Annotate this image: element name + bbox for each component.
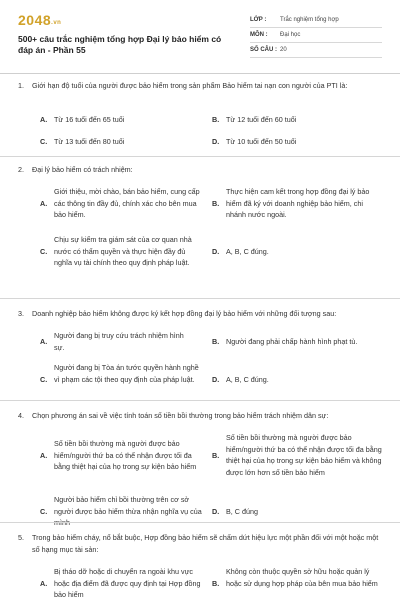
meta-label: LỚP : [250,17,267,23]
option-letter: B. [212,451,220,460]
option-letter: B. [212,337,220,346]
question-number: 4. [18,411,24,420]
option-5b[interactable] [212,566,382,600]
question-number: 3. [18,309,24,318]
option-text: Người đang phải chấp hành hình phạt tù. [226,337,358,346]
question-text: Doanh nghiệp bảo hiểm không được ký kết hợp đồng đại lý bảo hiểm với những đối tượng sau: [32,309,337,318]
question-divider [0,298,400,299]
option-letter: B. [212,199,220,208]
option-letter: D. [212,507,220,516]
option-letter: B. [212,579,220,588]
option-text: Không còn thuộc quyền sở hữu hoặc quản lý hoặc sử dụng hợp pháp của bên mua bảo hiểm [226,567,378,588]
question-text: Chọn phương án sai về việc tính toán số tiền bồi thường trong bảo hiểm trách nhiệm dân sự: [32,411,329,420]
option-text: A, B, C đúng. [226,375,269,384]
question-divider [0,522,400,523]
option-5a[interactable] [40,566,210,600]
option-text: A, B, C đúng. [226,247,269,256]
meta-value: Đại học [280,32,301,38]
option-text: Số tiền bồi thường mà người được bảo hiểm/người thứ ba có thể nhận được tối đa bằng thiệt hại của họ trong sự kiện bảo hiểm [54,439,197,471]
option-4b[interactable] [212,432,382,490]
question-number: 1. [18,81,24,90]
option-2c[interactable] [40,234,210,270]
option-text: Từ 13 tuổi đến 80 tuổi [54,137,125,146]
document-title: 500+ câu trắc nghiệm tổng hợp Đại lý bảo hiểm có đáp án - Phần 55 [18,34,222,55]
option-3b[interactable] [212,330,382,354]
option-letter: C. [40,137,48,146]
option-letter: A. [40,579,48,588]
option-letter: D. [212,247,220,256]
question-text: Giới hạn độ tuổi của người được bảo hiểm trong sản phẩm Bảo hiểm tai nạn con người của PTI là: [32,81,348,90]
meta-value: Trắc nghiệm tổng hợp [280,17,339,23]
option-text: Số tiền bồi thường mà người được bảo hiểm/người thứ ba có thể nhận được tối đa bằng thiệt hại của họ trong sự kiện bảo hiểm và không được lớn hơn số tiền bảo hiểm [226,433,382,477]
option-letter: A. [40,337,48,346]
question-divider [0,156,400,157]
meta-label: SỐ CÂU : [250,47,277,53]
question-text: Đại lý bảo hiểm có trách nhiệm: [32,165,133,174]
option-3d[interactable] [212,362,382,398]
option-text: Chịu sự kiểm tra giám sát của cơ quan nhà nước có thẩm quyền và thực hiện đầy đủ nghĩa vụ tài chính theo quy định pháp luật. [54,235,192,267]
meta-table [250,13,382,58]
option-2d[interactable] [212,234,382,270]
option-text: Người đang bị Tòa án tước quyền hành nghề vì phạm các tội theo quy định của pháp luật. [54,363,199,384]
option-text: Bị tháo dỡ hoặc di chuyển ra ngoài khu vực hoặc địa điểm đã được quy định tại Hợp đồng bảo hiểm [54,567,201,599]
question-number: 2. [18,165,24,174]
option-text: Người đang bị truy cứu trách nhiệm hình sự. [54,331,184,352]
option-4c[interactable] [40,494,210,530]
meta-row-count [250,43,382,58]
question-number: 5. [18,533,24,542]
site-logo[interactable] [18,12,61,31]
option-text: Từ 16 tuổi đến 65 tuổi [54,115,125,124]
meta-row-class [250,13,382,28]
option-text: Giới thiệu, mời chào, bán bảo hiểm, cung cấp các thông tin đầy đủ, chính xác cho bên mua bảo hiểm. [54,187,200,219]
option-letter: A. [40,451,48,460]
logo-main-text: 2048 [18,12,52,28]
option-2a[interactable] [40,186,210,222]
question-text: Trong bảo hiểm cháy, nổ bắt buộc, Hợp đồng bảo hiểm sẽ chấm dứt hiệu lực một phần đối với một hoặc một số hạng mục tài sản: [32,533,379,554]
option-text: B, C đúng [226,507,258,516]
option-letter: D. [212,137,220,146]
option-text: Người bảo hiểm chỉ bồi thường trên cơ sở người được bảo hiểm thừa nhận nghĩa vụ của mình [54,495,202,527]
option-text: Từ 10 tuổi đến 50 tuổi [226,137,297,146]
meta-row-subject [250,28,382,43]
option-letter: A. [40,115,48,124]
option-letter: C. [40,507,48,516]
option-2b[interactable] [212,186,382,222]
option-4a[interactable] [40,432,210,480]
option-3c[interactable] [40,362,210,398]
meta-label: MÔN : [250,32,268,38]
option-text: Thực hiện cam kết trong hợp đồng đại lý bảo hiểm đã ký với doanh nghiệp bảo hiểm, chi nhánh nước ngoài. [226,187,370,219]
document-header [0,0,400,74]
logo-sub-text: .vn [51,20,62,26]
option-text: Từ 12 tuổi đến 60 tuổi [226,115,297,124]
option-letter: B. [212,115,220,124]
option-4d[interactable] [212,494,382,530]
option-letter: A. [40,199,48,208]
meta-value: 20 [280,47,287,53]
question-divider [0,400,400,401]
option-letter: C. [40,375,48,384]
option-letter: C. [40,247,48,256]
option-3a[interactable] [40,330,210,354]
option-letter: D. [212,375,220,384]
